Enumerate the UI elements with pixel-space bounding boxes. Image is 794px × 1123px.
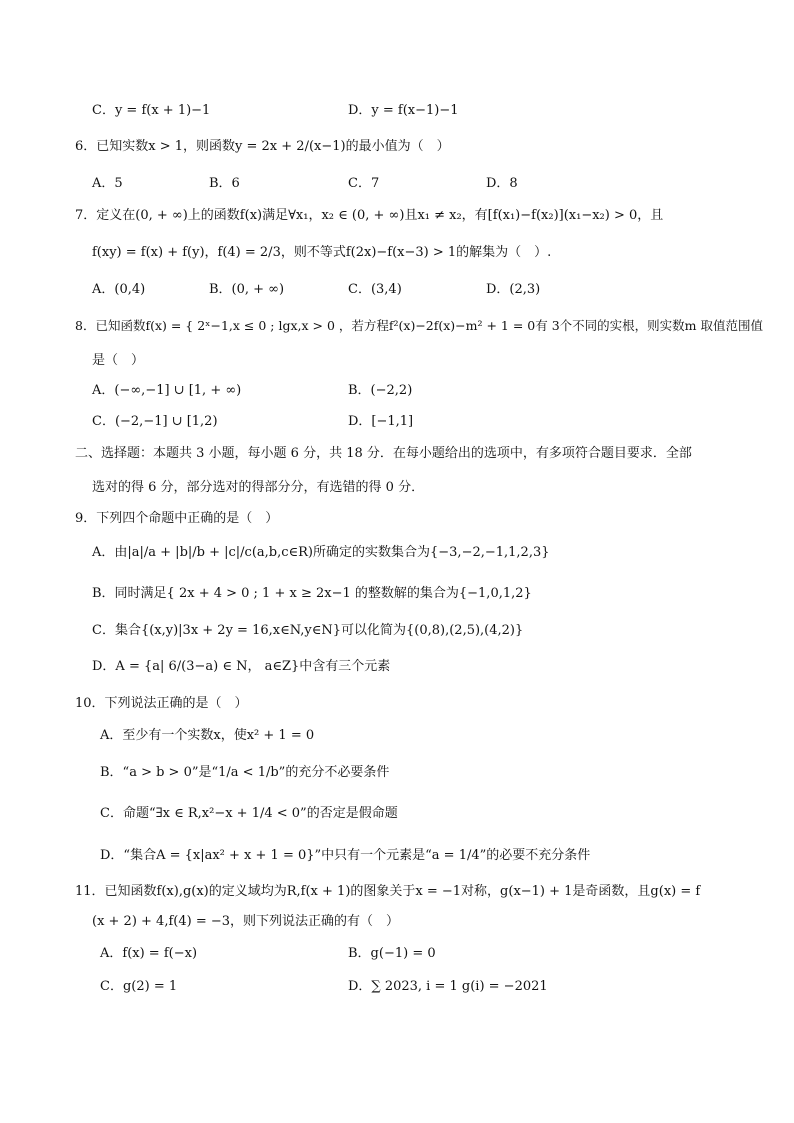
q8-option-d: D．[−1,1] bbox=[348, 414, 414, 429]
q6-stem: 6．已知实数x > 1，则函数y = 2x + 2/(x−1)的最小值为（ ） bbox=[75, 139, 450, 154]
q8-stem-line2: 是（ ） bbox=[92, 353, 145, 368]
q10-option-c: C．命题“∃x ∈ R,x²−x + 1/4 < 0”的否定是假命题 bbox=[100, 806, 398, 821]
q10-option-a: A．至少有一个实数x，使x² + 1 = 0 bbox=[100, 728, 315, 743]
q11-stem-line2: (x + 2) + 4,f(4) = −3，则下列说法正确的有（ ） bbox=[92, 914, 400, 929]
q6-option-a: A．5 bbox=[92, 176, 123, 191]
q10-stem: 10．下列说法正确的是（ ） bbox=[75, 696, 248, 711]
q6-option-c: C．7 bbox=[348, 176, 380, 191]
q9-option-c: C．集合{(x,y)|3x + 2y = 16,x∈N,y∈N}可以化简为{(0,8),(2,5),(4,2)} bbox=[92, 623, 524, 638]
q6-option-d: D．8 bbox=[486, 176, 518, 191]
q9-stem: 9．下列四个命题中正确的是（ ） bbox=[75, 511, 279, 526]
q8-stem-line1: 8．已知函数f(x) = { 2ˣ−1,x ≤ 0 ; lgx,x > 0 ，若方程f²(x)−2f(x)−m² + 1 = 0有 3个不同的实根，则实数m 取值范围值 bbox=[75, 318, 764, 333]
q7-option-b: B．(0, + ∞) bbox=[209, 282, 285, 297]
q9-option-a: A．由|a|/a + |b|/b + |c|/c(a,b,c∈R)所确定的实数集合为{−3,−2,−1,1,2,3} bbox=[92, 545, 550, 560]
q7-stem-line2: f(xy) = f(x) + f(y)，f(4) = 2/3，则不等式f(2x)−f(x−3) > 1的解集为（ ）. bbox=[92, 245, 552, 260]
q6-option-b: B．6 bbox=[209, 176, 240, 191]
q10-option-b: B．“a > b > 0”是“1/a < 1/b”的充分不必要条件 bbox=[100, 765, 390, 780]
section-2-instructions: 选对的得 6 分，部分选对的得部分分，有选错的得 0 分． bbox=[92, 480, 425, 495]
q10-option-d: D．“集合A = {x|ax² + x + 1 = 0}”中只有一个元素是“a = 1/4”的必要不充分条件 bbox=[100, 848, 591, 863]
q5-option-c: C．y = f(x + 1)−1 bbox=[92, 103, 211, 118]
q9-option-d: D．A = {a| 6/(3−a) ∈ N， a∈Z}中含有三个元素 bbox=[92, 659, 391, 674]
q7-option-a: A．(0,4) bbox=[92, 282, 146, 297]
q11-option-a: A．f(x) = f(−x) bbox=[100, 946, 198, 961]
q11-stem-line1: 11．已知函数f(x),g(x)的定义域均为R,f(x + 1)的图象关于x = −1对称，g(x−1) + 1是奇函数，且g(x) = f bbox=[75, 884, 701, 899]
q8-option-b: B．(−2,2) bbox=[348, 383, 413, 398]
q11-option-b: B．g(−1) = 0 bbox=[348, 946, 436, 961]
q8-option-a: A．(−∞,−1] ∪ [1, + ∞) bbox=[92, 383, 242, 398]
q8-option-c: C．(−2,−1] ∪ [1,2) bbox=[92, 414, 218, 429]
q7-option-c: C．(3,4) bbox=[348, 282, 402, 297]
q5-option-d: D．y = f(x−1)−1 bbox=[348, 103, 459, 118]
q7-option-d: D．(2,3) bbox=[486, 282, 541, 297]
q11-option-c: C．g(2) = 1 bbox=[100, 979, 178, 994]
q11-option-d: D．∑ 2023, i = 1 g(i) = −2021 bbox=[348, 979, 548, 994]
q7-stem-line1: 7．定义在(0, + ∞)上的函数f(x)满足∀x₁，x₂ ∈ (0, + ∞)且x₁ ≠ x₂，有[f(x₁)−f(x₂)](x₁−x₂) > 0，且 bbox=[75, 208, 664, 223]
q9-option-b: B．同时满足{ 2x + 4 > 0 ; 1 + x ≥ 2x−1 的整数解的集合为{−1,0,1,2} bbox=[92, 586, 532, 601]
section-2-heading: 二、选择题：本题共 3 小题，每小题 6 分，共 18 分．在每小题给出的选项中，有多项符合题目要求．全部 bbox=[75, 446, 692, 461]
